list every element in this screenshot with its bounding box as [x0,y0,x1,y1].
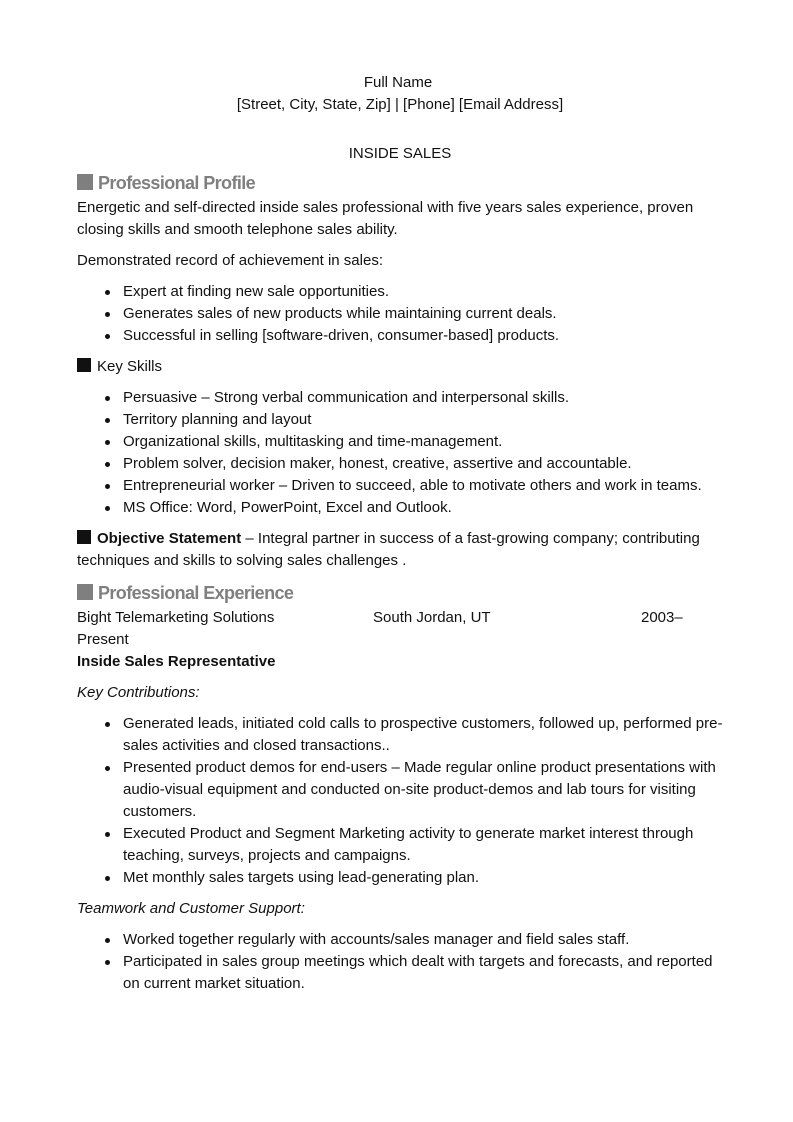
section-heading-skills: Key Skills [77,356,723,378]
job-title: Inside Sales Representative [77,653,276,670]
record-intro: Demonstrated record of achievement in sales: [77,252,383,269]
job-dates-continued: Present [77,631,129,648]
profile-list [77,281,723,347]
contributions-list [77,713,723,889]
section-heading-profile: Professional Profile [77,171,723,195]
teamwork-heading: Teamwork and Customer Support: [77,900,305,917]
list-item: Territory planning and layout [123,409,723,431]
role-title: INSIDE SALES [348,145,452,162]
list-item: Worked together regularly with accounts/sales manager and field sales staff. [123,929,723,951]
objective-text: – Integral partner in success of a fast-growing company; contributing techniques and skills to solving sales challenges . [77,530,700,569]
list-item: Executed Product and Segment Marketing activity to generate market interest through teaching, surveys, projects and campaigns. [123,823,723,867]
list-item: MS Office: Word, PowerPoint, Excel and Outlook. [123,497,723,519]
list-item: Participated in sales group meetings which dealt with targets and forecasts, and reported on current market situation. [123,951,723,995]
profile-summary: Energetic and self-directed inside sales professional with five years sales experience, proven closing skills and smooth telephone sales ability. [77,199,694,238]
job-location: South Jordan, UT [373,609,491,626]
list-item: Generated leads, initiated cold calls to prospective customers, followed up, performed pre-sales activities and closed transactions.. [123,713,723,757]
square-bullet-icon [77,530,91,544]
job-line [77,607,723,629]
list-item: Expert at finding new sale opportunities. [123,281,723,303]
square-bullet-icon [77,358,91,372]
square-bullet-icon [77,584,93,600]
list-item: Entrepreneurial worker – Driven to succeed, able to motivate others and work in teams. [123,475,723,497]
full-name: Full Name [363,74,433,91]
job-dates: 2003– [641,609,683,626]
skills-list [77,387,723,519]
square-bullet-icon [77,174,93,190]
contact-line: [Street, City, State, Zip] | [Phone] [Email Address] [236,96,564,113]
company-name: Bight Telemarketing Solutions [77,609,275,626]
teamwork-list [77,929,723,995]
objective-heading: Objective Statement [97,530,242,547]
list-item: Problem solver, decision maker, honest, creative, assertive and accountable. [123,453,723,475]
list-item: Met monthly sales targets using lead-generating plan. [123,867,723,889]
list-item: Generates sales of new products while maintaining current deals. [123,303,723,325]
objective-statement [77,528,723,572]
list-item: Presented product demos for end-users – Made regular online product presentations with audio-visual equipment and conducted on-site product-demos and lab tours for visiting customers. [123,757,723,823]
list-item: Organizational skills, multitasking and time-management. [123,431,723,453]
contributions-heading: Key Contributions: [77,684,200,701]
list-item: Persuasive – Strong verbal communication and interpersonal skills. [123,387,723,409]
list-item: Successful in selling [software-driven, consumer-based] products. [123,325,723,347]
section-heading-experience: Professional Experience [77,581,723,605]
